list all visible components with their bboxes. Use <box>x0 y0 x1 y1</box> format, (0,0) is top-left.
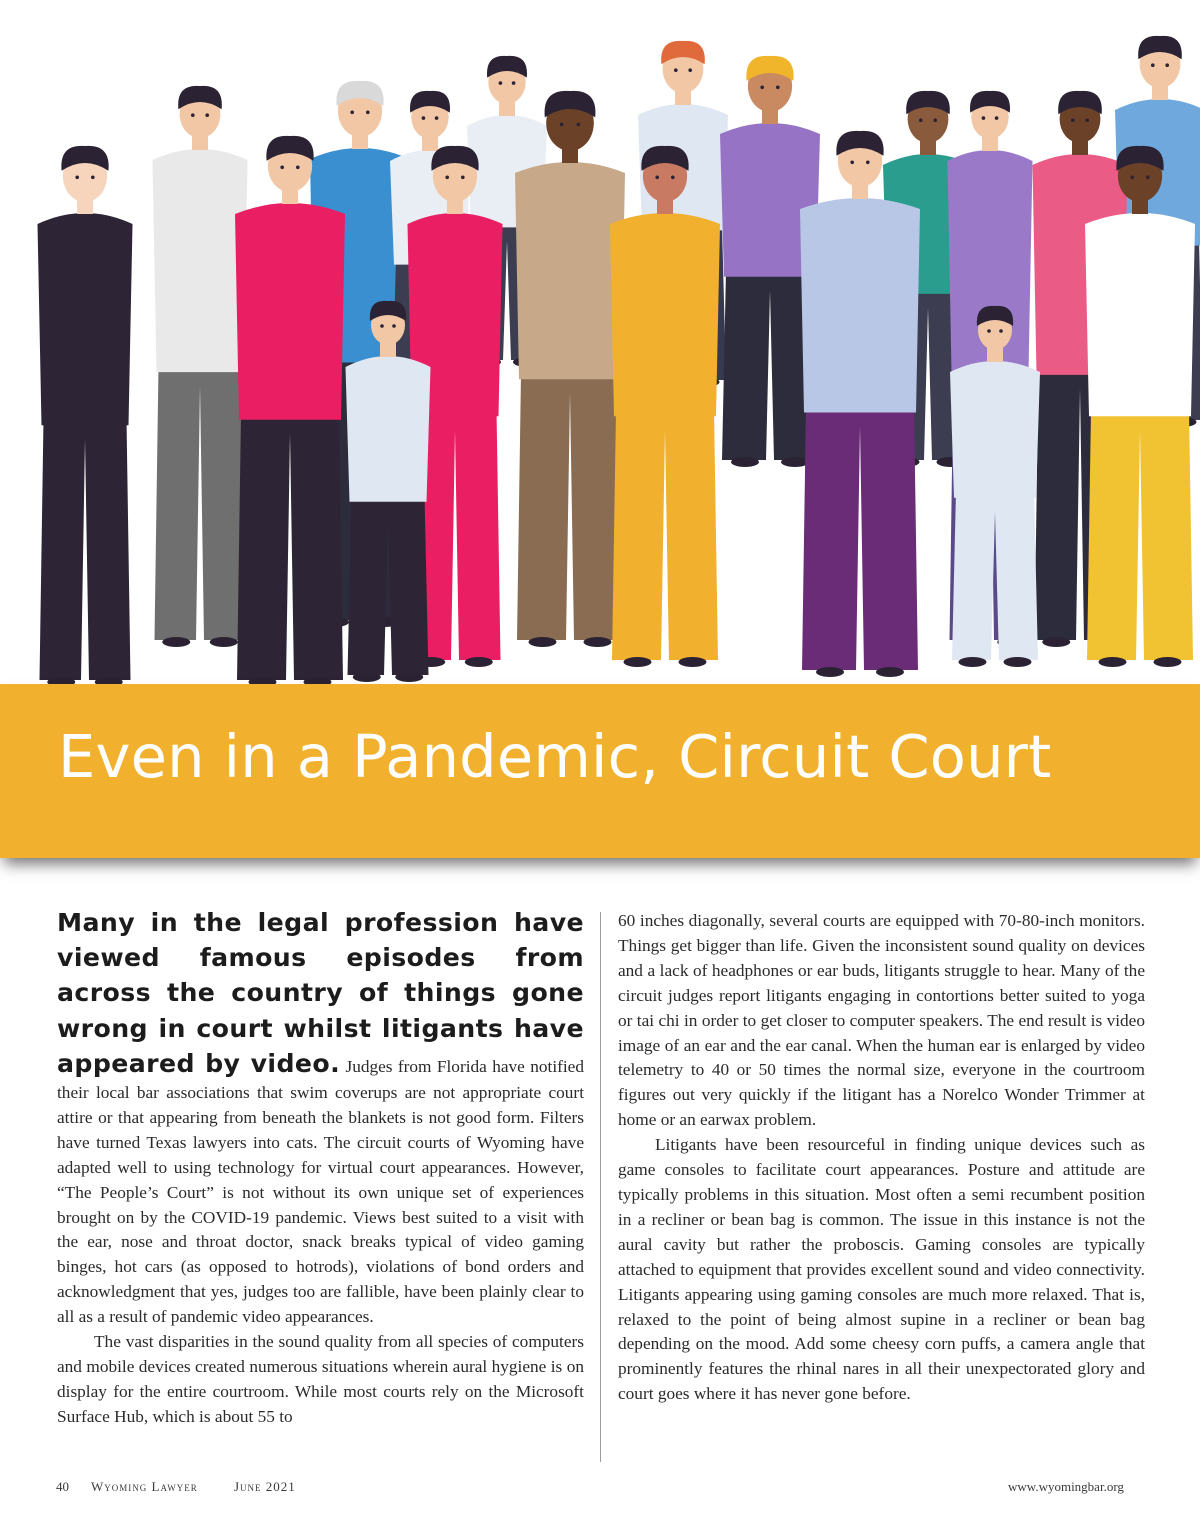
article-title: Even in a Pandemic, Circuit Court <box>58 722 1052 791</box>
article-paragraph-3: Litigants have been resourceful in finding unique devices such as game consoles to facilitate court appearances. Posture and attitude are typically problems in this situation. Most often a semi recumbent position in a recliner or bean bag is common. The issue in this instance is not the aural cavity but rather the proboscis. Gaming consoles are typically attached to equipment that provides excellent sound and video connectivity. Litigants appearing using gaming consoles are much more relaxed. That is, relaxed to the point of being almost supine in a recliner or bean bag depending on the mood. Add some cheesy corn puffs, a camera angle that prominently features the rhinal nares in all their unexpectorated glory and court goes where it has never gone before. <box>618 1135 1145 1404</box>
article-column-left <box>57 905 584 1430</box>
issue-date: June 2021 <box>234 1479 296 1494</box>
article-paragraph-2-end: 60 inches diagonally, several courts are equipped with 70-80-inch monitors. Things get bigger than life. Given the inconsistent sound quality on devices and a lack of headphones or ear buds, litigants struggle to hear. Many of the circuit judges report litigants engaging in contortions better suited to yoga or tai chi in order to get closer to computer speakers. The end result is video image of an ear and the ear canal. When the human ear is enlarged by video telemetry to 40 or 50 times the normal size, everyone in the courtroom figures out very quickly if the litigant has a Norelco Wonder Trimmer at home or an earwax problem. <box>618 911 1145 1130</box>
website-link[interactable]: www.wyomingbar.org <box>1008 1479 1124 1494</box>
column-divider <box>600 912 601 1462</box>
article-lead: Many in the legal profession have viewed famous episodes from across the country of things gone wrong in court whilst litigants have appeared by video. <box>57 908 584 1078</box>
article-paragraph-2-start: The vast disparities in the sound quality from all species of computers and mobile devices created numerous situations wherein aural hygiene is on display for the entire courtroom. While most courts rely on the Microsoft Surface Hub, which is about 55 to <box>57 1332 584 1426</box>
page-number: 40 <box>56 1479 69 1494</box>
magazine-name: Wyoming Lawyer <box>91 1479 198 1494</box>
article-column-right <box>618 909 1145 1407</box>
article-paragraph-1 <box>57 905 584 1330</box>
title-banner <box>0 684 1200 858</box>
crowd-illustration <box>0 0 1200 690</box>
article-paragraph-1-body: Judges from Florida have notified their local bar associations that swim coverups are not appropriate court attire or that appearing from beneath the blankets is not good form. Filters have turned Texas lawyers into cats. The circuit courts of Wyoming have adapted well to using technology for virtual court appearances. However, “The People’s Court” is not without its own unique set of experiences brought on by the COVID-19 pandemic. Views best suited to a visit with the ear, nose and throat doctor, snack breaks typical of video gaming binges, hot cars (as opposed to hotrods), violations of bond orders and acknowledgment that yes, judges too are fallible, have been plainly clear to all as a result of pandemic video appearances. <box>57 1056 584 1327</box>
